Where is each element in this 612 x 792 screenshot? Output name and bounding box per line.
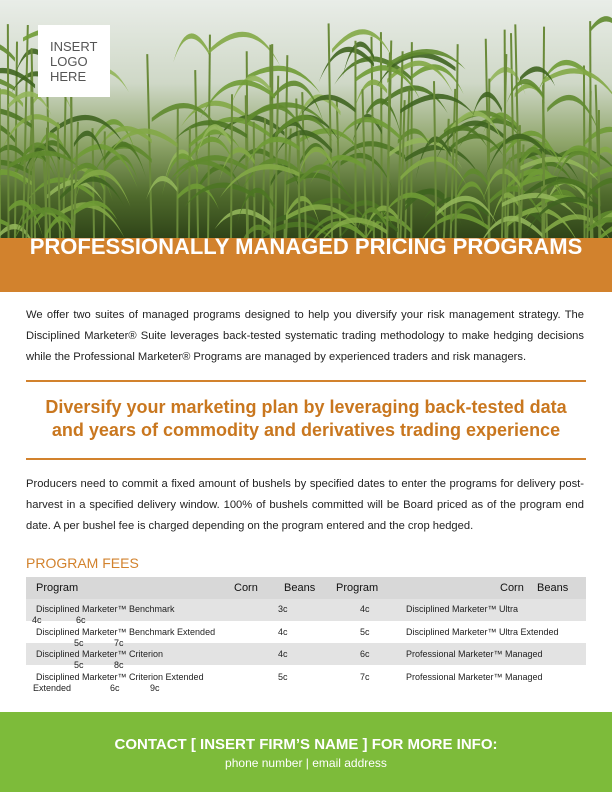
page-title: PROFESSIONALLY MANAGED PRICING PROGRAMS xyxy=(29,234,583,259)
fee-row-3-right-corn: 5c xyxy=(74,660,84,670)
fee-row-1-corn: 3c xyxy=(278,604,288,614)
header-corn-left: Corn xyxy=(234,582,258,594)
program-description: Producers need to commit a fixed amount of bushels by specified dates to enter the programs for delivery post-harvest in a specified delivery window. 100% of bushels committed will be Board priced as of the program end date. A per bushel fee is charged depending on the program entered and the crop hedged. xyxy=(26,478,584,532)
fee-row-1-right-beans: 6c xyxy=(76,615,86,625)
contact-title: CONTACT [ INSERT FIRM’S NAME ] FOR MORE INFO: xyxy=(114,736,498,753)
intro-paragraph: We offer two suites of managed programs designed to help you diversify your risk management strategy. The Disciplined Marketer® Suite leverages back-tested systematic trading methodology to make hedging decisions while the Professional Marketer® Programs are managed by experienced traders and risk managers. xyxy=(26,309,584,363)
header-beans-right: Beans xyxy=(537,582,569,594)
fee-row-4-beans: 7c xyxy=(360,672,370,682)
header-corn-right: Corn xyxy=(500,582,524,594)
fee-row-4-right-beans: 9c xyxy=(150,683,160,693)
fee-row-3-program: Disciplined Marketer™ Criterion xyxy=(36,649,164,659)
program-fees-heading: PROGRAM FEES xyxy=(26,555,139,571)
fee-row-4-right-program-cont: Extended xyxy=(33,683,72,693)
divider-bottom xyxy=(26,458,586,460)
fee-row-2-right-program: Disciplined Marketer™ Ultra Extended xyxy=(406,627,559,637)
fee-row-1-right-program: Disciplined Marketer™ Ultra xyxy=(406,604,519,614)
fees-table-header xyxy=(26,577,586,599)
fee-row-2-right-corn: 5c xyxy=(74,638,84,648)
divider-top xyxy=(26,380,586,382)
fee-row-4-program: Disciplined Marketer™ Criterion Extended xyxy=(36,672,204,682)
fee-row-3-right-beans: 8c xyxy=(114,660,124,670)
fee-row-1-right-corn: 4c xyxy=(32,615,42,625)
fee-row-1-beans: 4c xyxy=(360,604,370,614)
logo-placeholder-text: INSERT LOGO HERE xyxy=(50,38,98,84)
fee-row-2-program: Disciplined Marketer™ Benchmark Extended xyxy=(36,627,216,637)
fee-row-4-right-corn: 6c xyxy=(110,683,120,693)
header-beans-left: Beans xyxy=(284,582,316,594)
fee-row-2-corn: 4c xyxy=(278,627,288,637)
pull-quote: Diversify your marketing plan by leveraging back-tested data and years of commodity and derivatives trading experience xyxy=(45,397,567,440)
contact-details: phone number | email address xyxy=(225,756,387,770)
fee-row-4-right-program: Professional Marketer™ Managed xyxy=(406,672,543,682)
fee-row-2-beans: 5c xyxy=(360,627,370,637)
fee-row-3-beans: 6c xyxy=(360,649,370,659)
header-program-right: Program xyxy=(336,582,379,594)
fee-row-1-program: Disciplined Marketer™ Benchmark xyxy=(36,604,175,614)
header-program-left: Program xyxy=(36,582,79,594)
logo-placeholder xyxy=(38,25,110,97)
fee-row-2-right-beans: 7c xyxy=(114,638,124,648)
fee-row-3-right-program: Professional Marketer™ Managed xyxy=(406,649,543,659)
fee-row-4-corn: 5c xyxy=(278,672,288,682)
fee-row-3-corn: 4c xyxy=(278,649,288,659)
